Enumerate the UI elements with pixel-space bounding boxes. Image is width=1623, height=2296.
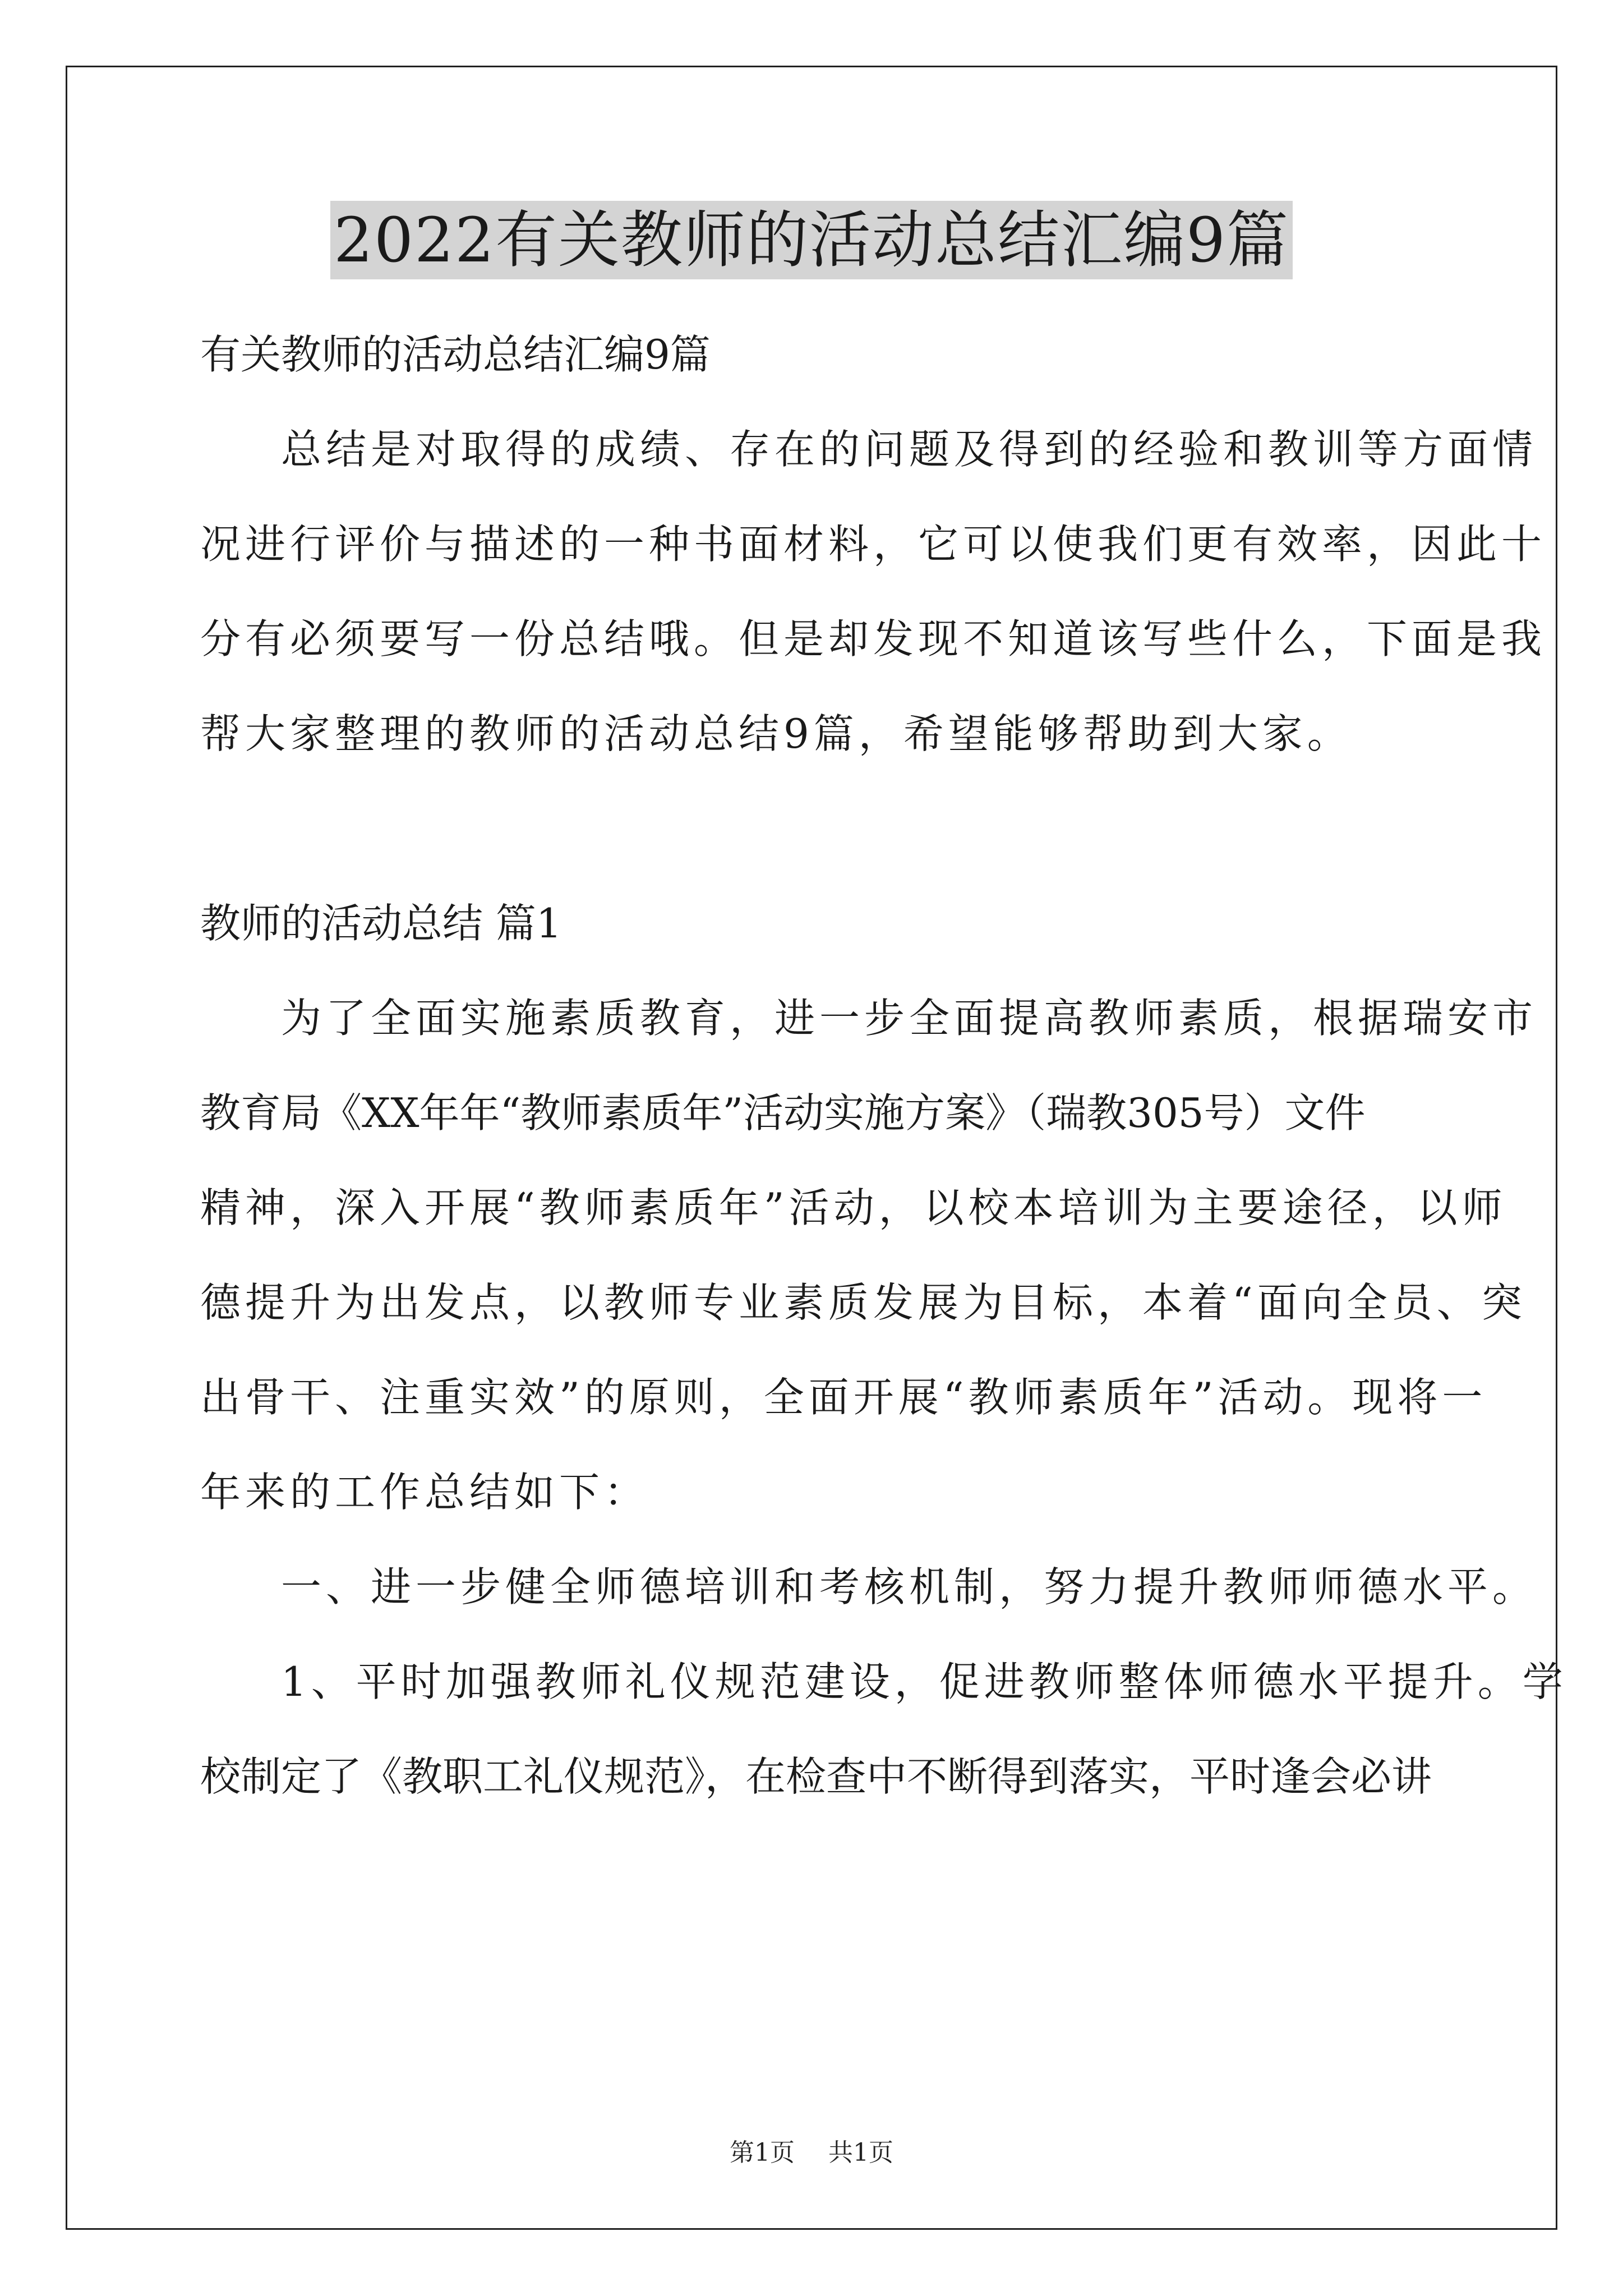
- page-footer: [0, 2136, 1623, 2170]
- body-paragraph-line-1: 为了全面实施素质教育，进一步全面提高教师素质，根据瑞安市: [281, 995, 1538, 1042]
- intro-paragraph-line-1: 总结是对取得的成绩、存在的问题及得到的经验和教训等方面情: [281, 426, 1538, 473]
- page-total: 共1页: [828, 2138, 893, 2167]
- body-paragraph-line-3: 精神，深入开展“教师素质年”活动，以校本培训为主要途径，以师: [200, 1184, 1507, 1231]
- document-title: 2022有关教师的活动总结汇编9篇: [330, 201, 1293, 279]
- item-one-line-2: 校制定了《教职工礼仪规范》，在检查中不断得到落实，平时逢会必讲: [200, 1753, 1432, 1800]
- document-body: [200, 307, 1567, 1824]
- intro-paragraph-line-4: 帮大家整理的教师的活动总结9篇，希望能够帮助到大家。: [200, 710, 1352, 757]
- body-paragraph-line-2: 教育局《XX年年“教师素质年”活动实施方案》（瑞教305号）文件: [200, 1089, 1366, 1137]
- body-paragraph-line-5: 出骨干、注重实效”的原则，全面开展“教师素质年”活动。现将一: [200, 1374, 1487, 1421]
- page-number: 第1页: [730, 2138, 795, 2167]
- body-paragraph-line-6: 年来的工作总结如下：: [200, 1469, 649, 1516]
- item-one-line-1: 1、平时加强教师礼仪规范建设，促进教师整体师德水平提升。学: [281, 1658, 1567, 1705]
- section-heading: 教师的活动总结 篇1: [200, 900, 562, 947]
- body-paragraph-line-4: 德提升为出发点，以教师专业素质发展为目标，本着“面向全员、突: [200, 1279, 1527, 1326]
- subtitle-line: 有关教师的活动总结汇编9篇: [200, 331, 711, 378]
- intro-paragraph-line-3: 分有必须要写一份总结哦。但是却发现不知道该写些什么，下面是我: [200, 615, 1547, 662]
- title-block: [0, 201, 1623, 279]
- intro-paragraph-line-2: 况进行评价与描述的一种书面材料，它可以使我们更有效率，因此十: [200, 521, 1547, 568]
- point-one-heading: 一、进一步健全师德培训和考核机制，努力提升教师师德水平。: [281, 1563, 1538, 1611]
